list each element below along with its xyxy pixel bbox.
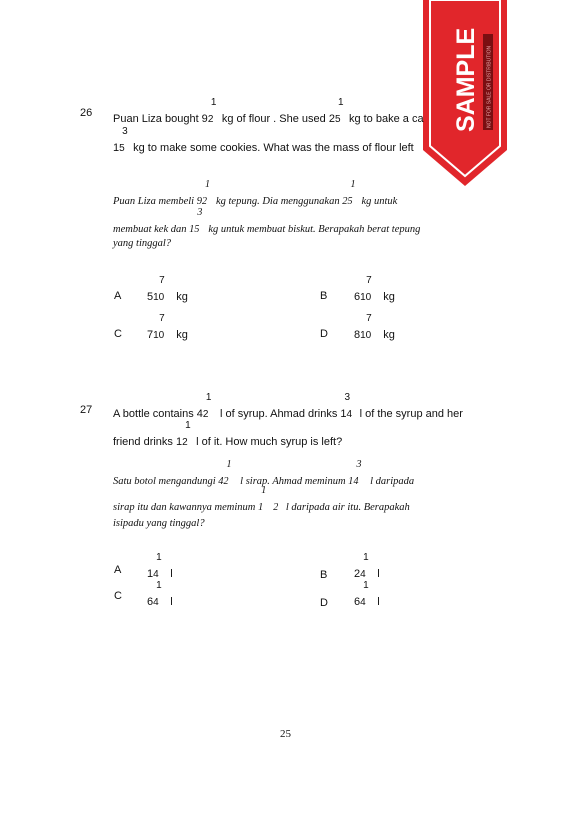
option-d[interactable]: D	[320, 328, 328, 340]
question-number: 27	[80, 404, 93, 416]
fraction: 1 4	[153, 580, 162, 608]
question-text-en-line1: Puan Liza bought 9 1 2 kg of flour . She used 2 1 5 kg to bake a ca	[113, 97, 424, 125]
fraction: 3 5	[194, 207, 203, 235]
fraction: 7 10	[153, 313, 165, 341]
option-d[interactable]: D	[320, 597, 328, 609]
page-number: 25	[280, 728, 291, 740]
fraction: 3 5	[119, 126, 128, 154]
question-number: 26	[80, 107, 93, 119]
fraction: 1 5	[347, 179, 356, 207]
fraction: 7 10	[360, 313, 372, 341]
question-text-ms-line3: yang tinggal?	[113, 238, 172, 249]
question-text-ms-line1: Puan Liza membeli 9 1 2 kg tepung. Dia menggunakan 2 1 5 kg untuk	[113, 179, 398, 207]
fraction: 3 4	[353, 459, 362, 487]
fraction: 1 2	[223, 459, 232, 487]
option-b-value: 6 7 10 kg	[354, 275, 395, 303]
option-c[interactable]: C	[114, 328, 122, 340]
option-c[interactable]: C	[114, 590, 122, 602]
option-a[interactable]: A	[114, 564, 122, 576]
question-text-en-line2: friend drinks 1 1 2 l of it. How much syrup is left?	[113, 420, 343, 448]
question-text-en-line2: 1 3 5 kg to make some cookies. What was the mass of flour left	[113, 126, 414, 154]
option-b[interactable]: B	[320, 290, 328, 302]
fraction: 1 2	[201, 179, 210, 207]
fraction: 3 4	[344, 392, 353, 420]
fraction: 1 2	[202, 392, 212, 420]
fraction: 1 2	[207, 97, 217, 125]
question-text-ms-line1: Satu botol mengandungi 4 1 2 l sirap. Ahmad meminum 1 3 4 l daripada	[113, 459, 415, 487]
option-d-value: 8 7 10 kg	[354, 313, 395, 341]
fraction: 7 10	[153, 275, 165, 303]
option-a-value: 5 7 10 kg	[147, 275, 188, 303]
option-a[interactable]: A	[114, 290, 122, 302]
fraction: 1 2	[182, 420, 191, 448]
sample-small-text: NOT FOR SALE OR DISTRIBUTION	[486, 45, 493, 128]
fraction: 1 4	[360, 580, 369, 608]
question-text-ms-line2: sirap itu dan kawannya meminum 1 1 2 l daripada air itu. Berapakah	[113, 485, 410, 513]
option-d-value: 6 1 4 l	[354, 580, 380, 608]
fraction: 1 5	[334, 97, 344, 125]
question-text-ms-line2: membuat kek dan 1 3 5 kg untuk membuat biskut. Berapakah berat tepung	[113, 207, 421, 235]
sample-watermark-text: SAMPLE	[452, 27, 480, 132]
fraction: 1 4	[153, 552, 162, 580]
question-text-en-line1: A bottle contains 4 1 2 l of syrup. Ahmad drinks 1 3 4 l of the syrup and her	[113, 392, 463, 420]
option-b-value: 2 1 4 l	[354, 552, 380, 580]
fraction: 1 2	[261, 485, 279, 513]
option-a-value: 1 1 4 l	[147, 552, 173, 580]
sample-watermark-ribbon	[423, 0, 507, 186]
fraction: 7 10	[360, 275, 372, 303]
option-c-value: 7 7 10 kg	[147, 313, 188, 341]
option-c-value: 6 1 4 l	[147, 580, 173, 608]
question-text-ms-line3: isipadu yang tinggal?	[113, 518, 205, 529]
option-b[interactable]: B	[320, 569, 328, 581]
fraction: 1 4	[360, 552, 369, 580]
